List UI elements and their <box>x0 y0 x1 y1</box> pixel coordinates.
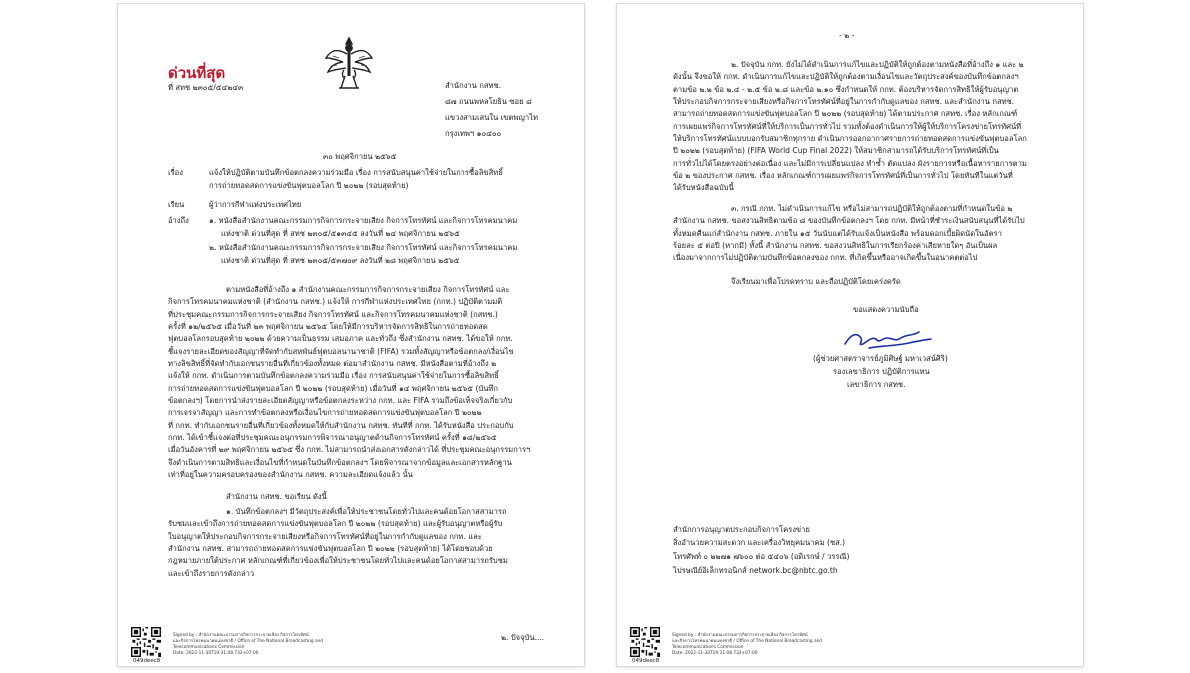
page-number: - ๒ - <box>839 31 855 40</box>
item1-paragraph <box>168 506 550 580</box>
para3-line: ร้อยละ ๕ ต่อปี (หากมี) ทั้งนี้ สำนักงาน กสทช. ขอสงวนสิทธิในการเรียกร้องค่าเสียหายใดๆ อันเป็นผล <box>673 241 998 251</box>
para2-line: การทั่วไปได้โดยตรงอย่างต่อเนื่อง และไม่มีการเปลี่ยนแปลง ทำซ้ำ ตัดแปลง ผังรายการหรือเนื้อหารายการตาม <box>673 158 1027 168</box>
regards-line: ขอแสดงความนับถือ <box>853 305 919 314</box>
paragraph-2 <box>673 59 1055 195</box>
item1-line: กฎหมายภายใต้ประกาศ หลักเกณฑ์ที่เกี่ยวข้องเพื่อให้ประชาชนโดยทั่วไปและคนด้อยโอกาสสามารถรับชม <box>168 556 508 566</box>
contact-line: สิ่งอำนวยความสะดวก และเครื่องวิทยุคมนาคม (ชส.) <box>673 538 846 547</box>
para2-line: การเผยแพร่กิจการโทรทัศน์ที่ให้บริการเป็นการทั่วไป รวมทั้งต้องดำเนินการให้ผู้ให้บริการโครงข่ายโทรทัศน์ที่ <box>673 121 1022 131</box>
qr-code-icon <box>630 627 660 657</box>
contact-line: สำนักการอนุญาตประกอบกิจการโครงข่าย <box>673 525 810 534</box>
reference-line: แห่งชาติ ด่วนที่สุด ที่ สทช ๒๓๐๕/๕๓๗๐๙ ลงวันที่ ๒๘ พฤศจิกายน ๒๕๖๕ <box>221 256 460 265</box>
body-line: ทางลิขสิทธิ์ที่จัดทำกับเอกชนรายอื่นที่เกี่ยวข้องทั้งหมด ต่อมาสำนักงาน กสทช. มีหนังสือตามที่อ้างถึง ๒ <box>168 359 497 369</box>
signer-title: รองเลขาธิการ ปฏิบัติการแทน <box>833 367 930 376</box>
item1-line: ๑. บันทึกข้อตกลงฯ มีวัตถุประสงค์เพื่อให้ประชาชนโดยทั่วไปและคนด้อยโอกาสสามารถ <box>226 507 507 516</box>
reference-label: อ้างถึง <box>168 216 189 225</box>
qr-code-label: 049deec8 <box>632 658 660 664</box>
body-line: ที่ กกท. ทำกับเอกชนรายอื่นที่เกี่ยวข้องทั้งหมดให้กับสำนักงาน กสทช. ทันทีที่ กกท. ได้รับหนังสือ ประกอบกับ <box>168 420 514 430</box>
footer-line: Signed by : สำนักงานคณะกรรมการกิจการกระจายเสียง กิจการโทรทัศน์ <box>672 633 808 638</box>
body-line: จึงดำเนินการตามสิทธิและเงื่อนไขที่กำหนดในบันทึกข้อตกลงฯ โดยพิจารณาจากข้อมูลและเอกสารหลักฐาน <box>168 457 512 467</box>
item1-line: สำนักงาน กสทช. สามารถถ่ายทอดสดการแข่งขันฟุตบอลโลก ปี ๒๐๒๒ (รอบสุดท้าย) ได้โดยชอบด้วย <box>168 544 493 554</box>
body-line: เท่าที่อยู่ในความครอบครองของสำนักงาน กสทช. ความละเอียดแจ้งแล้ว นั้น <box>168 470 413 480</box>
handwritten-signature-icon <box>839 326 934 354</box>
body-line: ชี้แจงรายละเอียดของสัญญาที่จัดทำกับสหพันธ์ฟุตบอลนานาชาติ (FIFA) รวมทั้งสัญญาหรือข้อตกลง/เงื่อนไข <box>168 346 514 356</box>
subject-line: แจ้งให้ปฏิบัติตามบันทึกข้อตกลงความร่วมมือ เรื่อง การสนับสนุนค่าใช้จ่ายในการซื้อลิขสิทธิ์ <box>209 168 503 177</box>
para2-line: ๒. ปัจจุบัน กกท. ยังไม่ได้ดำเนินการแก้ไขและปฏิบัติให้ถูกต้องตามหนังสือที่อ้างถึง ๑ และ ๒ <box>731 60 1024 69</box>
body-line: การถ่ายทอดสดการแข่งขันฟุตบอลโลก ปี ๒๐๒๒ (รอบสุดท้าย) เมื่อวันที่ ๑๔ พฤศจิกายน ๒๕๖๕ (บันทึก <box>168 383 499 393</box>
document-date: ๓๐ พฤศจิกายน ๒๕๖๕ <box>323 152 397 161</box>
subject-label: เรื่อง <box>168 168 183 177</box>
item1-line: รับชมและเข้าถึงการถ่ายทอดสดการแข่งขันฟุตบอลโลก ปี ๒๐๒๒ (รอบสุดท้าย) และผู้รับอนุญาตหรือผู้รับ <box>168 519 503 529</box>
qr-code-icon <box>131 627 161 657</box>
para2-line: ปี ๒๐๒๒ (รอบสุดท้าย) (FIFA World Cup Final 2022) ให้สมาชิกสามารถได้รับบริการโทรทัศน์ที่เป็น <box>673 146 999 156</box>
para3-line: เนื่องมาจากการไม่ปฏิบัติตามบันทึกข้อตกลงของ กกท. ที่เกิดขึ้นหรืออาจเกิดขึ้นในอนาคตต่อไป <box>673 253 978 263</box>
para3-line: ทั้งหมดคืนแก่สำนักงาน กสทช. ภายใน ๑๕ วันนับแต่ได้รับแจ้งเป็นหนังสือ พร้อมดอกเบี้ยผิดนัดในอัตรา <box>673 228 1002 238</box>
reference-line: ๑. หนังสือสำนักงานคณะกรรมการกิจการกระจายเสียง กิจการโทรทัศน์ และกิจการโทรคมนาคม <box>209 216 518 225</box>
sender-line: ๘๗ ถนนพหลโยธิน ซอย ๘ <box>445 97 532 106</box>
item1-line: และเข้าถึงรายการดังกล่าว <box>168 568 255 578</box>
body-line: เมื่อวันอังคารที่ ๒๙ พฤศจิกายน ๒๕๖๕ ซึ่ง กกท. ไม่สามารถนำส่งเอกสารดังกล่าวได้ ที่ประชุมคณะอนุกรรมการฯ <box>168 445 531 455</box>
closing-line: จึงเรียนมาเพื่อโปรดทราบ และถือปฏิบัติโดยเคร่งครัด <box>731 277 901 286</box>
body-line: ครั้งที่ ๑๒/๒๕๖๕ เมื่อวันที่ ๒๓ พฤศจิกายน ๒๕๖๕ โดยให้มีการบริหารจัดการสิทธิในการถ่ายทอดสด <box>168 322 488 332</box>
footer-line: และกิจการโทรคมนาคมแห่งชาติ / Office of The National Broadcasting and <box>672 639 823 644</box>
footer-line: Telecommunications Commission <box>672 645 744 650</box>
footer-line: Telecommunications Commission <box>173 645 245 650</box>
recipient-label: เรียน <box>168 200 185 209</box>
recipient-text: ผู้ว่าการกีฬาแห่งประเทศไทย <box>209 200 302 209</box>
contact-line: ไปรษณีย์อิเล็กทรอนิกส์ network.bc@nbtc.go.th <box>673 566 838 575</box>
body-line: ที่ประชุมคณะกรรมการกิจการกระจายเสียง กิจการโทรทัศน์ และกิจการโทรคมนาคมแห่งชาติ (กสทช.) <box>168 309 498 319</box>
document-number: ที่ สทช ๒๓๐๕/๕๔๒๔๓ <box>168 83 244 92</box>
signer-name: (ผู้ช่วยศาสตราจารย์ภูมิศิษฐ์ มหาเวสน์ศิริ) <box>813 354 948 363</box>
qr-code-label: 049deec8 <box>133 658 161 664</box>
sender-line: แขวงสามเสนใน เขตพญาไท <box>445 113 538 122</box>
continue-marker: ๒. ปัจจุบัน.... <box>501 633 545 642</box>
body-line: แจ้งให้ กกท. ดำเนินการตามบันทึกข้อตกลงความร่วมมือ เรื่อง การสนับสนุนค่าใช้จ่ายในการซื้อลิขสิทธิ์ <box>168 371 499 381</box>
footer-line: และกิจการโทรคมนาคมแห่งชาติ / Office of The National Broadcasting and <box>173 639 324 644</box>
footer-line: Signed by : สำนักงานคณะกรรมการกิจการกระจายเสียง กิจการโทรทัศน์ <box>173 633 309 638</box>
para2-line: ให้ประกอบกิจการกระจายเสียงหรือกิจการโทรทัศน์ที่อยู่ในการกำกับดูแลของ กสทช. และสำนักงาน กสทช. <box>673 97 1015 107</box>
para2-line: ดังนั้น จึงขอให้ กกท. ดำเนินการแก้ไขและปฏิบัติให้ถูกต้องตามเงื่อนไขและวัตถุประสงค์ของบันทึกข้อตกลงฯ <box>673 72 1019 82</box>
body-line: ตามหนังสือที่อ้างถึง ๑ สำนักงานคณะกรรมการกิจการกระจายเสียง กิจการโทรทัศน์ และ <box>226 285 510 294</box>
para2-line: ตามข้อ ๒.๒ ข้อ ๒.๔ - ๒.๕ ข้อ ๒.๘ และข้อ ๒.๑๐ ซึ่งกำหนดให้ กกท. ต้องบริหารจัดการสิทธิให้ผู้รับอนุญาต <box>673 84 1019 94</box>
urgent-label: ด่วนที่สุด <box>168 64 226 82</box>
para3-line: ๓. กรณี กกท. ไม่ดำเนินการแก้ไข หรือไม่สามารถปฏิบัติให้ถูกต้องตามที่กำหนดในข้อ ๒ <box>731 204 1013 213</box>
garuda-emblem-icon <box>323 32 375 94</box>
item1-line: ใบอนุญาตให้ประกอบกิจการกระจายเสียงหรือกิจการโทรทัศน์ที่อยู่ในการกำกับดูแลของ กกท. และ <box>168 531 482 541</box>
sender-line: กรุงเทพฯ ๑๐๔๐๐ <box>445 129 502 138</box>
document-page-1 <box>118 4 584 666</box>
body-line: ข้อตกลงฯ) โดยการนำส่งรายละเอียดสัญญาหรือข้อตกลงระหว่าง กกท. และ FIFA รวมถึงข้อเท็จจริงเกี่ยวกับ <box>168 396 513 406</box>
digital-signature-footer <box>173 633 323 657</box>
paragraph-3 <box>673 203 1055 265</box>
reference-line: แห่งชาติ ด่วนที่สุด ที่ สทช ๒๓๐๕/๕๑๓๔๕ ลงวันที่ ๒๔ พฤศจิกายน ๒๕๖๕ <box>221 229 460 238</box>
para2-line: ได้รับหนังสือฉบับนี้ <box>673 183 734 193</box>
digital-signature-footer <box>672 633 822 657</box>
para2-line: ให้บริการโทรทัศน์แบบบอกรับสมาชิกทุกราย ดำเนินการออกอากาศรายการถ่ายทอดสดการแข่งขันฟุตบอลโลก <box>673 134 1027 144</box>
para3-line: สำนักงาน กสทช. ขอสงวนสิทธิตามข้อ ๘ ของบันทึกข้อตกลงฯ โดย กกท. มีหน้าที่ชำระเงินสนับสนุนที่ได้รับไป <box>673 216 1025 226</box>
footer-line: Date: 2022-11-30T19:31:08.733+07:00 <box>672 651 758 656</box>
reference-line: ๒. หนังสือสำนักงานคณะกรรมการกิจการกระจายเสียง กิจการโทรทัศน์ และกิจการโทรคมนาคม <box>209 243 518 252</box>
subject-line: การถ่ายทอดสดการแข่งขันฟุตบอลโลก ปี ๒๐๒๒ (รอบสุดท้าย) <box>209 181 409 190</box>
body-line: กกท. ได้เข้าชี้แจงต่อที่ประชุมคณะอนุกรรมการพิจารณาอนุญาตด้านกิจการโทรทัศน์ ครั้งที่ ๑๘/๒๕๖๕ <box>168 433 497 443</box>
para2-line: ข้อ ๒ ของประกาศ กสทช. เรื่อง หลักเกณฑ์การเผยแพร่กิจการโทรทัศน์ที่เป็นการทั่วไป โดยทันทีในแต่วันที่ <box>673 171 1013 181</box>
sender-line: สำนักงาน กสทช. <box>445 81 502 90</box>
body-line: การเจรจาสัญญา และการทำข้อตกลงหรือเงื่อนไขการถ่ายทอดสดการแข่งขันฟุตบอลโลก ปี ๒๐๒๒ <box>168 408 482 418</box>
signer-title: เลขาธิการ กสทช. <box>847 380 906 389</box>
footer-line: Date: 2022-11-30T19:31:08.733+07:00 <box>173 651 259 656</box>
contact-line: โทรศัพท์ ๐ ๒๒๗๑ ๗๖๐๐ ต่อ ๕๔๐๖ (อดิเรกษ์ / วรรณี) <box>673 552 850 561</box>
para2-line: สามารถถ่ายทอดสดการแข่งขันฟุตบอลโลก ปี ๒๐๒๒ (รอบสุดท้าย) ได้ตามประกาศ กสทช. เรื่อง หลักเกณฑ์ <box>673 109 1018 119</box>
body-paragraph <box>168 284 550 482</box>
body-line: กิจการโทรคมนาคมแห่งชาติ (สำนักงาน กสทช.) แจ้งให้ การกีฬาแห่งประเทศไทย (กกท.) ปฏิบัติตามมติ <box>168 297 503 307</box>
document-page-2 <box>617 4 1083 666</box>
office-line: สำนักงาน กสทช. ขอเรียน ดังนี้ <box>226 492 327 501</box>
body-line: ฟุตบอลโลกรอบสุดท้าย ๒๐๒๒ ด้วยความเป็นธรรม เสมอภาค และทั่วถึง ซึ่งสำนักงาน กสทช. ได้ขอให้ กกท. <box>168 334 513 344</box>
